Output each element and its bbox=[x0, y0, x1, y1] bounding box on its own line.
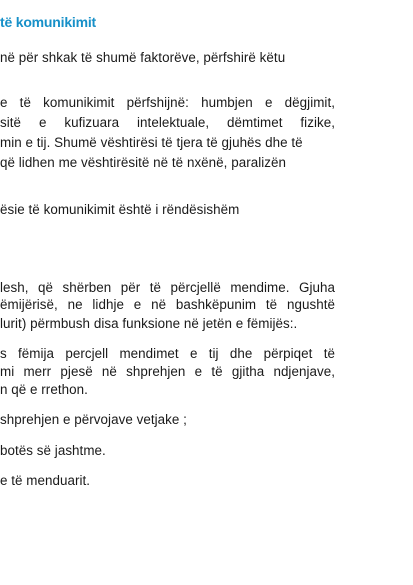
line-text: s fëmija percjell mendimet e tij dhe përpiqet të bbox=[0, 346, 335, 361]
list-item bbox=[0, 473, 90, 489]
list-item bbox=[0, 412, 187, 428]
line-text: shprehjen e përvojave vetjake ; bbox=[0, 412, 187, 427]
line-text: ëmijërisë, ne lidhje e në bashkëpunim të ngushtë bbox=[0, 297, 335, 312]
paragraph-line bbox=[0, 95, 335, 111]
line-text: e të menduarit. bbox=[0, 473, 91, 488]
line-text: min e tij. Shumë vështirësi të tjera të gjuhës dhe të bbox=[0, 135, 303, 150]
paragraph-line bbox=[0, 202, 239, 218]
paragraph-line bbox=[0, 364, 335, 380]
paragraph-line bbox=[0, 135, 303, 151]
line-text: lesh, që shërben për të përcjellë mendime. Gjuha bbox=[0, 280, 335, 295]
paragraph-line bbox=[0, 346, 335, 362]
line-text: sitë e kufizuara intelektuale, dëmtimet fizike, bbox=[0, 115, 335, 130]
line-text: e të komunikimit përfshijnë: humbjen e dëgjimit, bbox=[0, 95, 335, 110]
paragraph-line bbox=[0, 316, 297, 332]
line-text: botës së jashtme. bbox=[0, 443, 106, 458]
line-text: mi merr pjesë në shprehjen e të gjitha ndjenjave, bbox=[0, 364, 335, 379]
paragraph-line bbox=[0, 155, 286, 171]
line-text: që lidhen me vështirësitë në të nxënë, paralizën bbox=[0, 155, 287, 170]
line-text: lurit) përmbush disa funksione në jetën e fëmijës:. bbox=[0, 316, 298, 331]
line-text: ësie të komunikimit është i rëndësishëm bbox=[0, 202, 240, 217]
line-text: në për shkak të shumë faktorëve, përfshirë këtu bbox=[0, 50, 286, 65]
paragraph-line bbox=[0, 280, 335, 296]
list-item bbox=[0, 443, 106, 459]
paragraph-line bbox=[0, 115, 335, 131]
section-heading: të komunikimit bbox=[0, 14, 96, 30]
paragraph-line bbox=[0, 297, 335, 313]
paragraph-line bbox=[0, 382, 88, 398]
line-text: n që e rrethon. bbox=[0, 382, 88, 397]
paragraph-line bbox=[0, 50, 285, 66]
